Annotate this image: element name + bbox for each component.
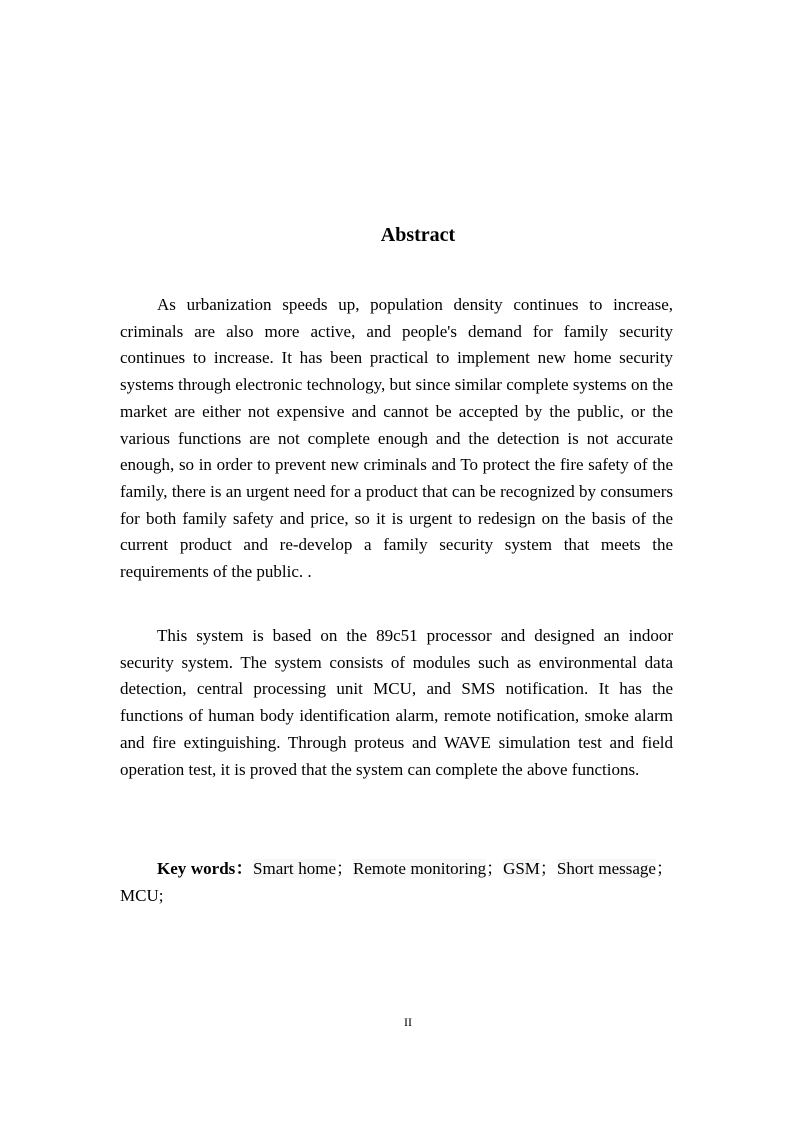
- keywords-label: Key words：: [157, 859, 254, 878]
- abstract-paragraph-1: [120, 292, 673, 586]
- keyword-separator: ；: [655, 859, 673, 878]
- abstract-heading: Abstract: [380, 224, 456, 246]
- keywords-line: [120, 855, 673, 909]
- abstract-paragraph-2: [120, 623, 673, 783]
- paragraph-text: This system is based on the 89c51 processor and designed an indoor security system. The system consists of modules such as environmental data detection, central processing unit MCU, and SMS notification. It has the functions of human body identification alarm, remote notification, smoke alarm and fire extinguishing. Through proteus and WAVE simulation test and field operation test, it is proved that the system can complete the above functions.: [120, 626, 673, 779]
- keyword-mcu: MCU;: [120, 886, 164, 905]
- keyword-gsm: GSM: [503, 859, 540, 878]
- keyword-smart-home: Smart home: [253, 859, 337, 878]
- keyword-separator: ；: [336, 859, 354, 878]
- keyword-remote-monitoring: Remote monitoring: [353, 859, 487, 878]
- keyword-separator: ；: [486, 859, 504, 878]
- keyword-separator: ；: [539, 859, 557, 878]
- paragraph-text: As urbanization speeds up, population density continues to increase, criminals are also more active, and people's demand for family security continues to increase. It has been practical to implement new home security systems through electronic technology, but since similar complete systems on the market are either not expensive and cannot be accepted by the public, or the various functions are not complete enough and the detection is not accurate enough, so in order to prevent new criminals and To protect the fire safety of the family, there is an urgent need for a product that can be recognized by consumers for both family safety and price, so it is urgent to redesign on the basis of the current product and re-develop a family security system that meets the requirements of the public. .: [120, 295, 673, 582]
- keyword-short-message: Short message: [556, 859, 656, 878]
- page-number: II: [404, 1015, 412, 1029]
